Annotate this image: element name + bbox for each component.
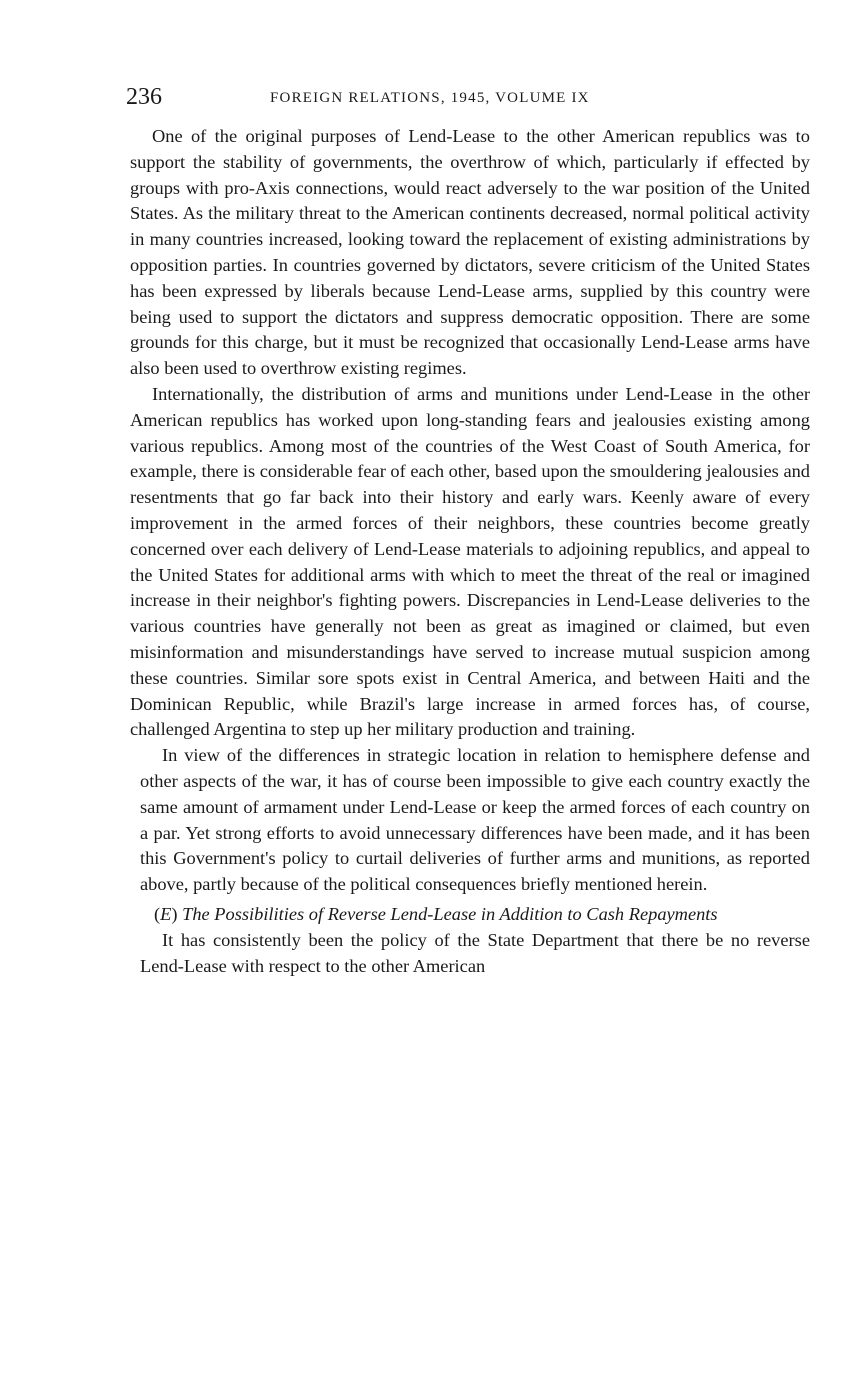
- running-head-title: FOREIGN RELATIONS, 1945, VOLUME IX: [270, 90, 590, 106]
- paragraph-internationally: Internationally, the distribution of arms and munitions under Lend-Lease in the other American republics has worked upon long-standing fears and jealousies existing among various republics. Among most of the countries of the West Coast of South America, for example, there is considerable fear of each other, based upon the smouldering jealousies and resentments that go far back into their history and early wars. Keenly aware of every improvement in the armed forces of their neighbors, these countries become greatly concerned over each delivery of Lend-Lease materials to adjoining republics, and appeal to the United States for additional arms with which to meet the threat of the real or imagined increase in their neighbor's fighting powers. Discrepancies in Lend-Lease deliveries to the various countries have generally not been as great as imagined or claimed, but even misinformation and misunderstandings have served to increase mutual suspicion among these countries. Similar sore spots exist in Central America, and between Haiti and the Dominican Republic, while Brazil's large increase in armed forces has, of course, challenged Argentina to step up her military production and training.: [130, 383, 810, 740]
- paragraph-strategic-location: In view of the differences in strategic location in relation to hemisphere defense and other aspects of the war, it has of course been impossible to give each country exactly the same amount of armament under Lend-Lease or keep the armed forces of each country on a par. Yet strong efforts to avoid unnecessary differences have been made, and it has been this Government's policy to curtail deliveries of further arms and munitions, as reported above, partly because of the political consequences briefly mentioned herein.: [140, 745, 810, 895]
- indented-block: [130, 743, 810, 979]
- running-head: [126, 80, 810, 120]
- page-number: 236: [126, 84, 162, 110]
- section-heading-title: The Possibilities of Reverse Lend-Lease in Addition to Cash Repayments: [182, 903, 718, 924]
- paragraph-reverse-lend-lease: It has consistently been the policy of the State Department that there be no reverse Lend-Lease with respect to the other American: [140, 929, 810, 976]
- document-page: [126, 80, 810, 979]
- section-heading-e: [154, 902, 810, 928]
- section-heading-label: (E): [154, 903, 178, 924]
- paragraph-original-purposes: One of the original purposes of Lend-Lease to the other American republics was to support the stability of governments, the overthrow of which, particularly if effected by groups with pro-Axis connections, would react adversely to the war position of the United States. As the military threat to the American continents decreased, normal political activity in many countries increased, looking toward the replacement of existing administrations by opposition parties. In countries governed by dictators, severe criticism of the United States has been expressed by liberals because Lend-Lease arms, supplied by this country were being used to support the dictators and suppress democratic opposition. There are some grounds for this charge, but it must be recognized that occasionally Lend-Lease arms have also been used to overthrow existing regimes.: [130, 126, 810, 379]
